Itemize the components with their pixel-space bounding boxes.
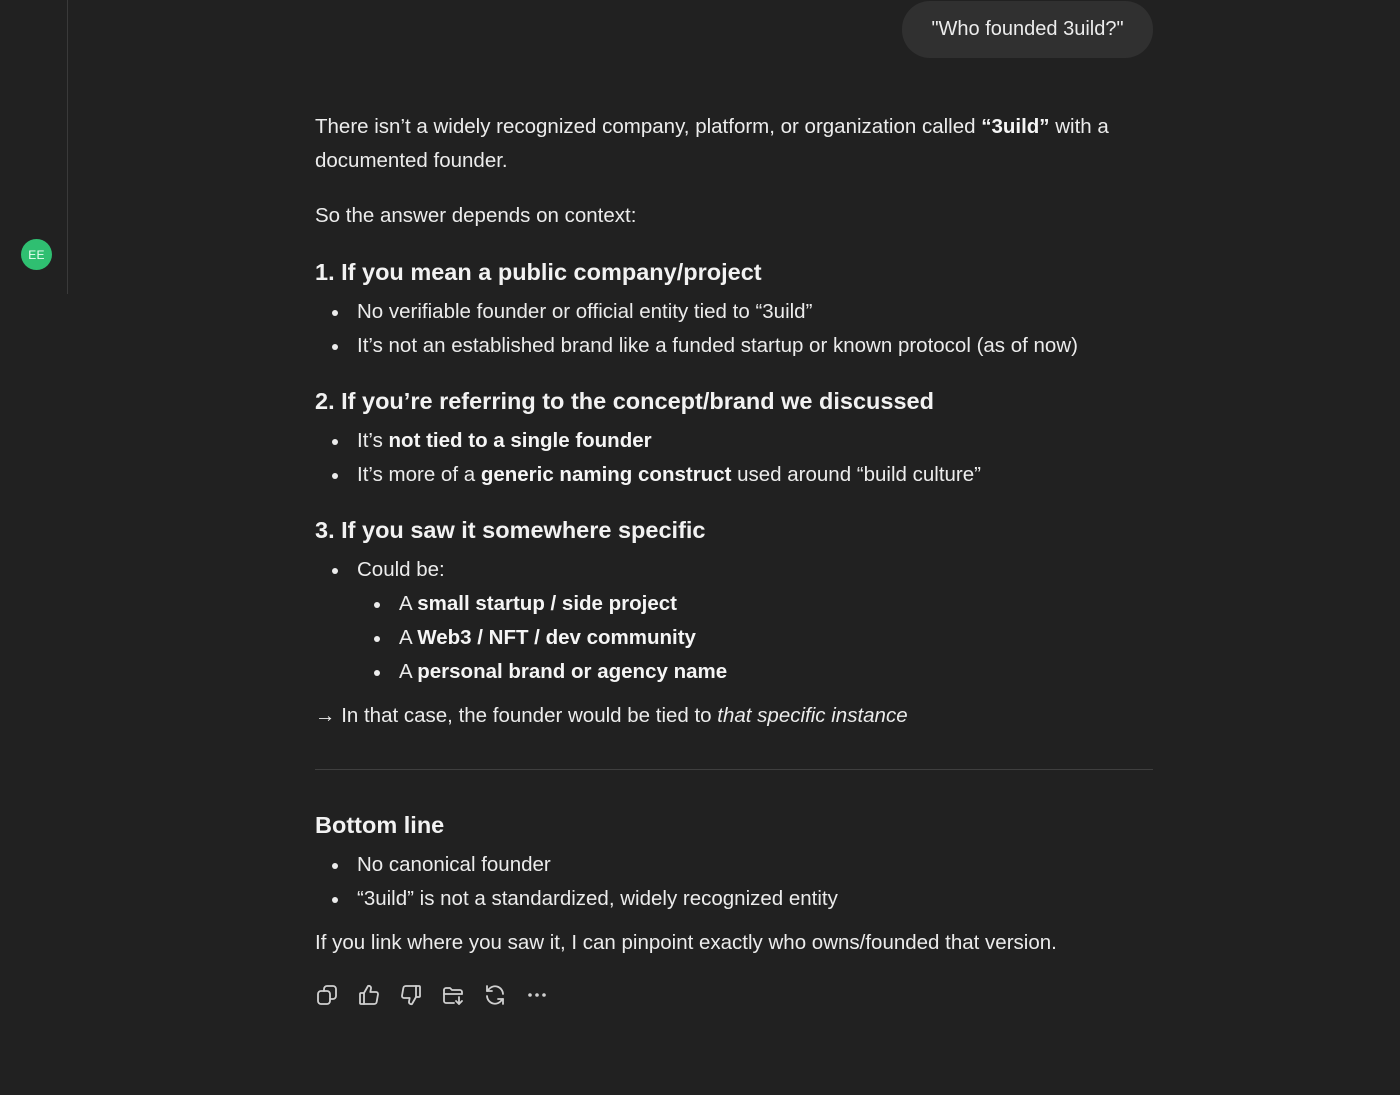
list-text-end: used around “build culture” bbox=[731, 463, 981, 486]
section-concept-brand bbox=[315, 384, 1153, 492]
section-bottom-line bbox=[315, 808, 1153, 960]
list-item bbox=[315, 424, 1153, 458]
list-item: No canonical founder bbox=[315, 848, 1153, 882]
list-item bbox=[315, 458, 1153, 492]
list-bold: not tied to a single founder bbox=[388, 429, 652, 452]
section-heading: 2. If you’re referring to the concept/brand we discussed bbox=[315, 388, 934, 414]
assistant-message bbox=[315, 110, 1153, 1012]
list-item: It’s not an established brand like a funded startup or known protocol (as of now) bbox=[315, 329, 1153, 363]
save-folder-icon bbox=[441, 983, 465, 1007]
sub-list-item bbox=[315, 621, 1153, 655]
sub-bold: personal brand or agency name bbox=[417, 660, 728, 683]
avatar[interactable]: EE bbox=[21, 239, 52, 270]
regenerate-icon bbox=[483, 983, 507, 1007]
intro-paragraph bbox=[315, 110, 1153, 178]
sub-bold: Web3 / NFT / dev community bbox=[417, 626, 696, 649]
section-heading: 1. If you mean a public company/project bbox=[315, 259, 762, 285]
sub-prefix: A bbox=[399, 592, 418, 615]
copy-icon bbox=[315, 983, 339, 1007]
sub-bold: small startup / side project bbox=[417, 592, 677, 615]
list-item: No verifiable founder or official entity tied to “3uild” bbox=[315, 295, 1153, 329]
sub-list-item bbox=[315, 587, 1153, 621]
section-public-company bbox=[315, 255, 1153, 363]
arrow-note bbox=[315, 699, 1153, 733]
intro-text: There isn’t a widely recognized company, platform, or organization called bbox=[315, 115, 982, 138]
context-paragraph: So the answer depends on context: bbox=[315, 204, 637, 227]
list-bold: generic naming construct bbox=[480, 463, 732, 486]
user-message-bubble: "Who founded 3uild?" bbox=[902, 1, 1153, 58]
sub-prefix: A bbox=[399, 660, 418, 683]
message-actions bbox=[315, 978, 1153, 1012]
arrow-emphasis: that specific instance bbox=[717, 704, 908, 727]
more-options-button[interactable] bbox=[525, 978, 567, 1012]
copy-button[interactable] bbox=[315, 978, 357, 1012]
list-text: It’s more of a bbox=[357, 463, 481, 486]
divider bbox=[315, 769, 1153, 770]
section-heading: 3. If you saw it somewhere specific bbox=[315, 517, 706, 543]
section-heading: Bottom line bbox=[315, 812, 445, 838]
arrow-text: → In that case, the founder would be tied to bbox=[315, 704, 718, 727]
thumbs-down-icon bbox=[399, 983, 423, 1007]
sub-prefix: A bbox=[399, 626, 418, 649]
list-text: It’s bbox=[357, 429, 389, 452]
section-specific bbox=[315, 513, 1153, 733]
save-to-folder-button[interactable] bbox=[441, 978, 483, 1012]
intro-text-end: with a documented founder. bbox=[315, 115, 1109, 172]
regenerate-button[interactable] bbox=[483, 978, 525, 1012]
left-rail bbox=[0, 0, 68, 294]
thumbs-up-button[interactable] bbox=[357, 978, 399, 1012]
thumbs-down-button[interactable] bbox=[399, 978, 441, 1012]
sub-list-item bbox=[315, 655, 1153, 689]
thumbs-up-icon bbox=[357, 983, 381, 1007]
list-item: Could be: bbox=[315, 553, 1153, 587]
more-icon bbox=[525, 983, 549, 1007]
closing-paragraph: If you link where you saw it, I can pinpoint exactly who owns/founded that version. bbox=[315, 931, 1057, 954]
list-item: “3uild” is not a standardized, widely recognized entity bbox=[315, 882, 1153, 916]
intro-bold: “3uild” bbox=[981, 115, 1050, 138]
